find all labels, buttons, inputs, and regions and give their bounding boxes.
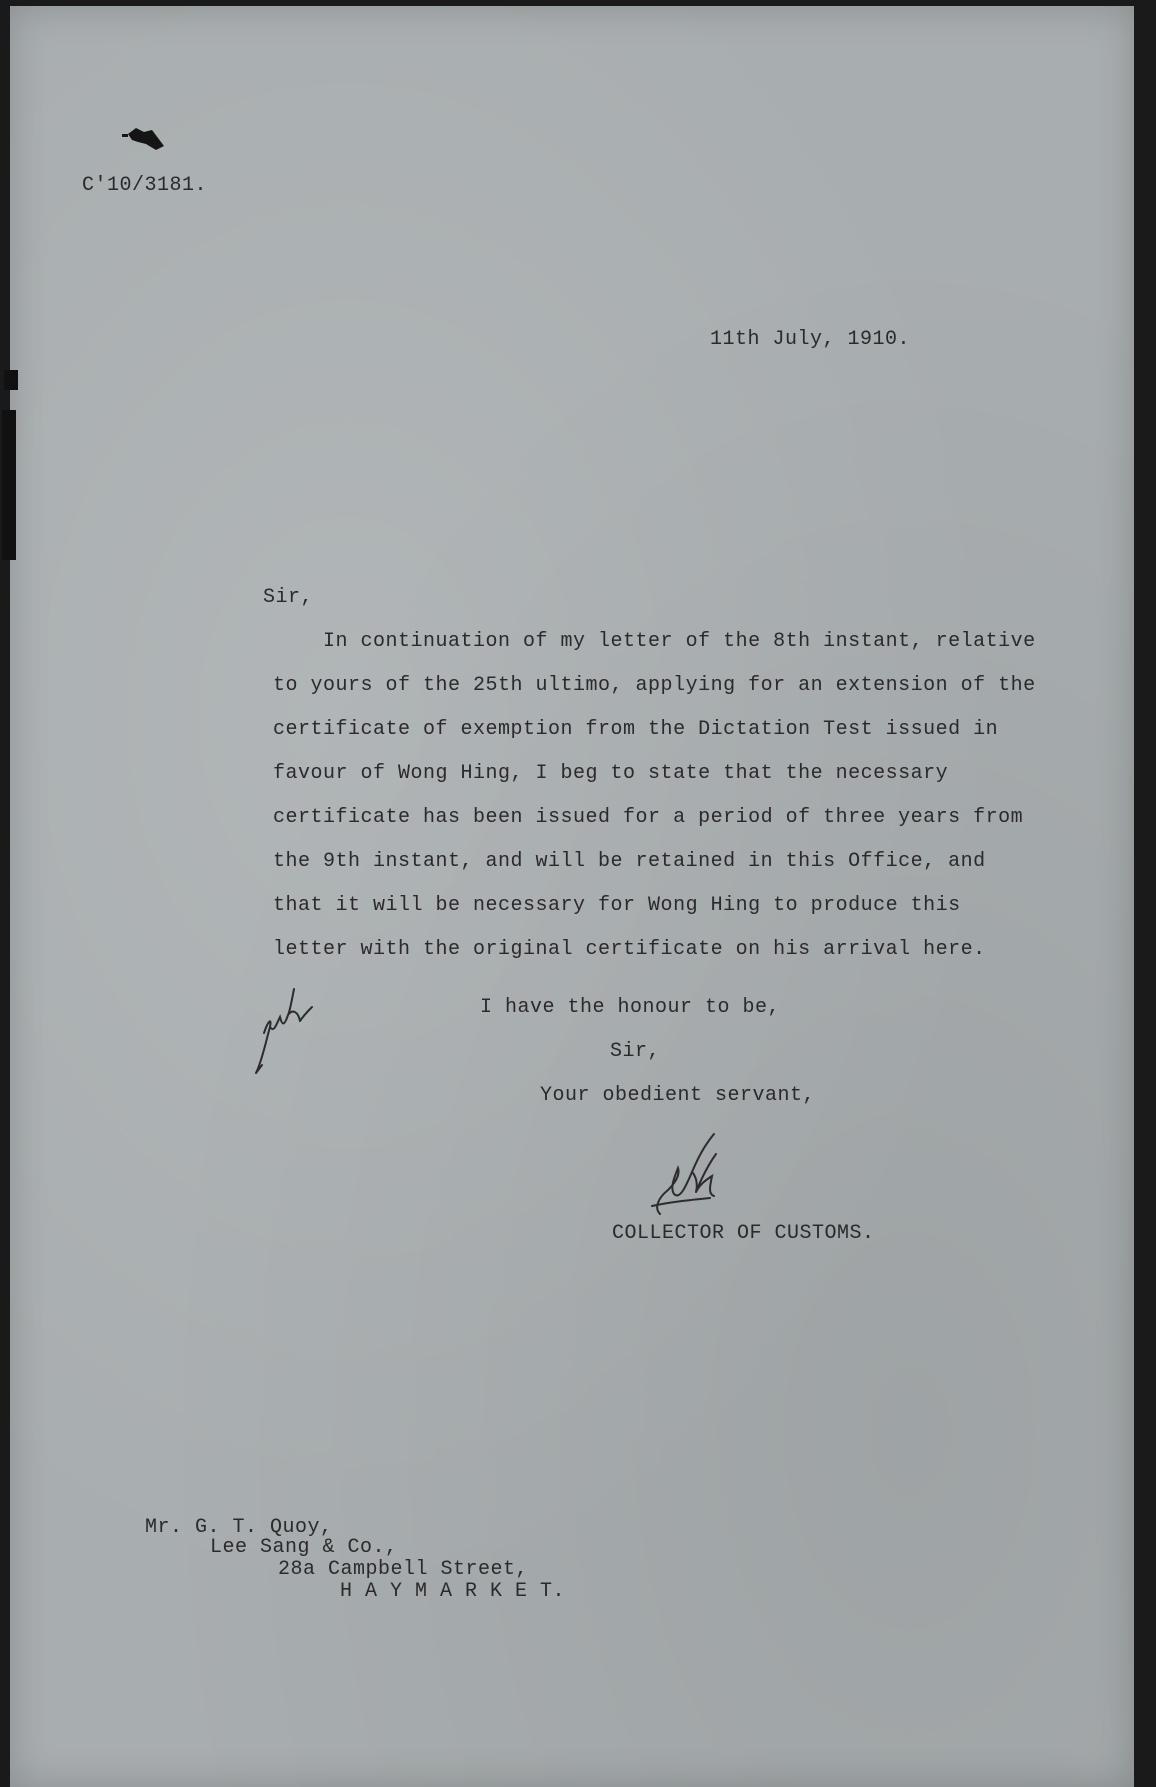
address-line: Mr. G. T. Quoy,: [145, 1516, 333, 1539]
letter-page: [10, 6, 1134, 1787]
body-line: certificate has been issued for a period of three years from: [273, 806, 1024, 829]
closing-line-3: Your obedient servant,: [540, 1084, 816, 1107]
reference-number: C'10/3181.: [82, 174, 208, 197]
salutation: Sir,: [263, 586, 314, 609]
closing-line-1: I have the honour to be,: [480, 996, 781, 1019]
edge-mark: [2, 410, 16, 560]
body-line: letter with the original certificate on his arrival here.: [273, 938, 986, 961]
body-line: favour of Wong Hing, I beg to state that the necessary: [273, 762, 949, 785]
address-line: H A Y M A R K E T.: [340, 1580, 566, 1603]
edge-mark: [4, 370, 18, 390]
address-line: Lee Sang & Co.,: [210, 1536, 398, 1559]
handwritten-signature: [640, 1124, 750, 1224]
signatory-title: COLLECTOR OF CUSTOMS.: [612, 1222, 875, 1245]
handwritten-initials: [248, 981, 318, 1081]
letter-date: 11th July, 1910.: [710, 328, 911, 351]
body-line: the 9th instant, and will be retained in this Office, and: [273, 850, 986, 873]
closing-line-2: Sir,: [610, 1040, 661, 1063]
body-line: to yours of the 25th ultimo, applying for an extension of the: [273, 674, 1036, 697]
address-line: 28a Campbell Street,: [278, 1558, 529, 1581]
body-line: that it will be necessary for Wong Hing to produce this: [273, 894, 961, 917]
ink-blot-mark: [122, 124, 166, 154]
body-line: certificate of exemption from the Dictation Test issued in: [273, 718, 999, 741]
body-line: In continuation of my letter of the 8th instant, relative: [273, 630, 1036, 653]
